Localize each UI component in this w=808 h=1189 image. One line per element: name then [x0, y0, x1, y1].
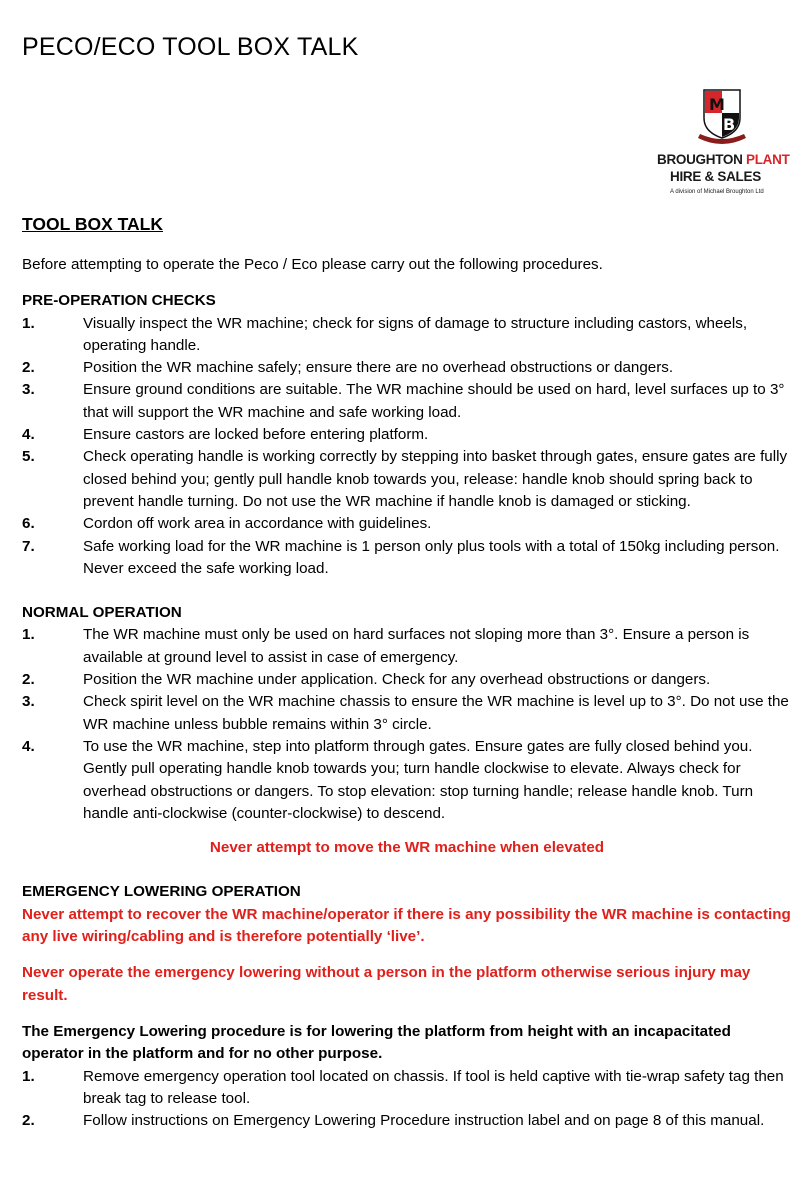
- list-item: 4. Ensure castors are locked before entering platform.: [22, 426, 429, 444]
- logo-wordmark-line2: HIRE & SALES: [670, 169, 761, 184]
- logo-wordmark-line1: BROUGHTON PLANT: [657, 152, 790, 167]
- list-item: 1. The WR machine must only be used on hard surfaces not sloping more than 3°. Ensure a person is available at ground level to assist in case of emergency.: [22, 626, 750, 666]
- list-item: 4. To use the WR machine, step into platform through gates. Ensure gates are fully closed behind you. Gently pull operating handle knob towards you; turn handle clockwise to elevate. Always check for overhead obstructions or dangers. To stop elevation: stop turning handle; release handle knob. Turn handle anti-clockwise (counter-clockwise) to descend.: [22, 737, 754, 822]
- list-item: 7. Safe working load for the WR machine is 1 person only plus tools with a total of 150kg including person. Never exceed the safe working load.: [22, 537, 780, 577]
- pre-operation-heading: PRE-OPERATION CHECKS: [22, 292, 216, 310]
- svg-text:M: M: [709, 95, 725, 114]
- document-body: [22, 212, 792, 1132]
- list-item: 2. Position the WR machine under application. Check for any overhead obstructions or dangers.: [22, 671, 711, 689]
- emergency-lowering-warning: Never operate the emergency lowering without a person in the platform otherwise serious injury may result.: [22, 964, 751, 1004]
- emergency-list: [22, 1066, 792, 1133]
- list-item: 3. Ensure ground conditions are suitable. The WR machine should be used on hard, level surfaces up to 3° that will support the WR machine and safe working load.: [22, 381, 785, 421]
- list-item: 2. Follow instructions on Emergency Lowering Procedure instruction label and on page 8 of this manual.: [22, 1112, 765, 1130]
- emergency-heading: EMERGENCY LOWERING OPERATION: [22, 883, 301, 901]
- list-item: 1. Visually inspect the WR machine; check for signs of damage to structure including castors, wheels, operating handle.: [22, 314, 748, 354]
- logo-tagline: A division of Michael Broughton Ltd: [670, 189, 764, 195]
- pre-operation-list: [22, 313, 792, 581]
- list-item: 2. Position the WR machine safely; ensure there are no overhead obstructions or dangers.: [22, 359, 674, 377]
- normal-operation-heading: NORMAL OPERATION: [22, 604, 182, 622]
- shield-crest-icon: [692, 88, 752, 146]
- emergency-procedure-note: The Emergency Lowering procedure is for lowering the platform from height with an incapacitated operator in the platform and for no other purpose.: [22, 1022, 731, 1063]
- company-logo: [650, 88, 798, 195]
- elevation-warning: Never attempt to move the WR machine when elevated: [209, 839, 605, 857]
- live-wiring-warning: Never attempt to recover the WR machine/operator if there is any possibility the WR machine is contacting any live wiring/cabling and is therefore potentially ‘live’.: [22, 905, 791, 946]
- list-item: 5. Check operating handle is working correctly by stepping into basket through gates, ensure gates are fully closed behind you; gently pull handle knob towards you, release: handle knob should spring back to prevent handle turning. Do not use the WR machine if handle knob is damaged or sticking.: [22, 448, 788, 510]
- list-item: 1. Remove emergency operation tool located on chassis. If tool is held captive with tie-wrap safety tag then break tag to release tool.: [22, 1067, 784, 1107]
- list-item: 6. Cordon off work area in accordance with guidelines.: [22, 515, 432, 533]
- intro-text: Before attempting to operate the Peco / Eco please carry out the following procedures.: [22, 256, 603, 273]
- list-item: 3. Check spirit level on the WR machine chassis to ensure the WR machine is level up to 3°. Do not use the WR machine unless bubble remains within 3° circle.: [22, 693, 789, 733]
- section-heading: TOOL BOX TALK: [22, 214, 163, 234]
- normal-operation-list: [22, 624, 792, 825]
- page-title: PECO/ECO TOOL BOX TALK: [22, 33, 359, 61]
- svg-text:B: B: [723, 115, 736, 134]
